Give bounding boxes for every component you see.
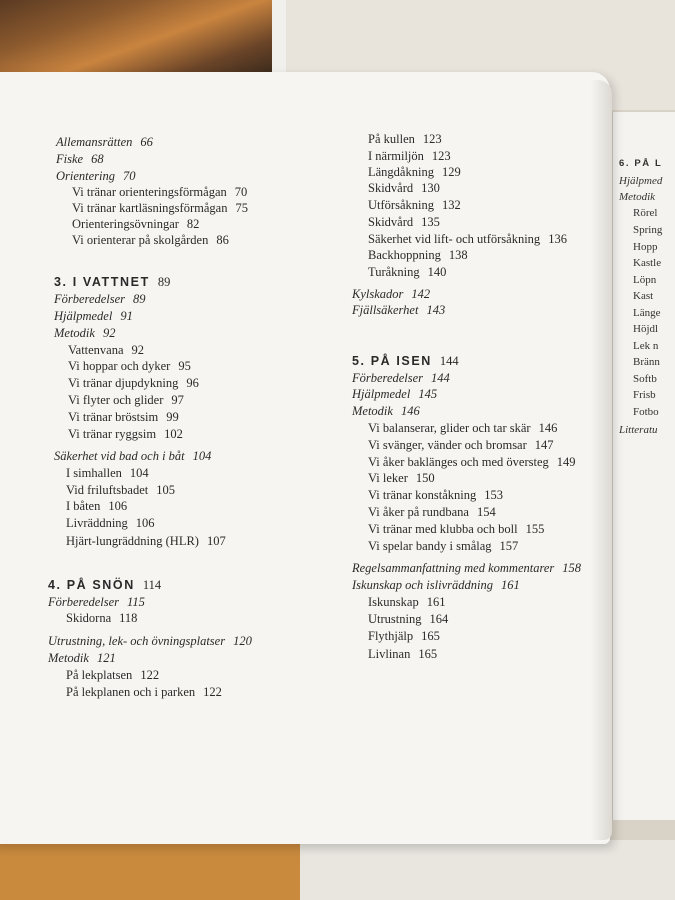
toc-entry-page: 92	[131, 343, 145, 357]
toc-entry	[54, 449, 211, 464]
toc-entry-title: 5. PÅ ISEN	[352, 354, 432, 368]
toc-entry	[368, 149, 451, 164]
toc-entry-page: 75	[235, 201, 248, 215]
toc-entry-page: 121	[96, 651, 116, 665]
next-page-fragment: Kastle	[633, 257, 662, 269]
toc-entry-page: 129	[441, 165, 461, 179]
toc-entry-title: Vi flyter och glider	[68, 393, 164, 407]
toc-entry-title: Turåkning	[368, 265, 420, 279]
toc-entry	[72, 185, 247, 200]
next-page-fragment: Metodik	[619, 191, 656, 203]
toc-entry-title: Vi tränar djupdykning	[68, 376, 179, 390]
toc-entry	[66, 534, 226, 549]
toc-entry-title: Kylskador	[352, 287, 404, 301]
toc-entry-title: Vid friluftsbadet	[66, 483, 149, 497]
toc-entry	[48, 651, 116, 666]
toc-entry-title: På kullen	[368, 132, 415, 146]
toc-entry-page: 146	[538, 421, 558, 435]
toc-entry-page: 149	[556, 455, 576, 469]
toc-entry-page: 106	[108, 499, 128, 513]
toc-entry-page: 92	[102, 326, 116, 340]
toc-entry-title: På lekplatsen	[66, 668, 133, 682]
toc-entry-page: 97	[171, 393, 184, 407]
toc-entry	[352, 287, 430, 302]
toc-entry-page: 68	[91, 152, 104, 166]
toc-entry	[56, 169, 136, 184]
toc-entry-title: Hjälpmedel	[54, 309, 113, 323]
toc-entry-title: 4. PÅ SNÖN	[48, 578, 135, 592]
toc-entry-title: Metodik	[54, 326, 95, 340]
toc-entry	[368, 595, 445, 610]
toc-entry-page: 104	[192, 449, 212, 463]
toc-entry	[68, 427, 183, 442]
toc-entry	[368, 232, 567, 247]
toc-entry-page: 82	[186, 217, 200, 231]
next-page	[612, 112, 675, 820]
toc-entry-page: 114	[142, 578, 162, 592]
toc-entry-title: På lekplanen och i parken	[66, 685, 196, 699]
toc-entry-title: Vi tränar konståkning	[368, 488, 477, 502]
toc-entry-page: 118	[119, 611, 138, 625]
toc-entry	[352, 404, 420, 419]
toc-entry-page: 66	[140, 135, 153, 149]
toc-entry	[56, 152, 104, 167]
toc-entry	[368, 612, 448, 627]
toc-entry-title: Förberedelser	[352, 371, 424, 385]
toc-entry-page: 95	[178, 359, 191, 373]
toc-entry	[368, 647, 437, 662]
next-page-fragment: Lek n	[633, 340, 659, 352]
toc-entry-page: 136	[548, 232, 567, 246]
toc-entry	[368, 132, 442, 147]
toc-entry-page: 123	[422, 132, 442, 146]
toc-entry-title: Vi leker	[368, 471, 408, 485]
toc-entry	[368, 165, 461, 180]
next-page-fragment: Softb	[633, 373, 657, 385]
toc-entry-page: 161	[426, 595, 446, 609]
toc-entry-title: Regelsammanfattning med kommentarer	[352, 561, 555, 575]
next-page-fragment: Litteratu	[619, 424, 658, 436]
next-page-fragment: Spring	[633, 224, 663, 236]
toc-entry-page: 89	[133, 292, 146, 306]
toc-entry	[368, 539, 518, 554]
toc-entry	[368, 181, 440, 196]
toc-entry-page: 115	[127, 595, 145, 609]
toc-entry-title: Vi åker på rundbana	[368, 505, 469, 519]
toc-entry	[68, 359, 191, 374]
toc-entry-title: Fjällsäkerhet	[352, 303, 419, 317]
toc-entry-title: Vi orienterar på skolgården	[72, 233, 209, 247]
toc-entry	[368, 265, 446, 280]
toc-entry-title: Vi tränar bröstsim	[68, 410, 159, 424]
toc-entry-page: 144	[431, 371, 450, 385]
toc-entry	[54, 292, 146, 307]
background-photo	[0, 0, 280, 72]
toc-entry-page: 122	[140, 668, 160, 682]
toc-entry-title: Säkerhet vid lift- och utförsåkning	[368, 232, 541, 246]
toc-entry	[368, 455, 576, 470]
toc-entry	[54, 326, 115, 341]
toc-entry	[352, 578, 520, 593]
toc-entry-title: Säkerhet vid bad och i båt	[54, 449, 185, 463]
next-page-fragment: Hopp	[633, 241, 658, 253]
toc-entry	[48, 595, 145, 610]
toc-entry-page: 140	[427, 265, 447, 279]
toc-entry-page: 164	[429, 612, 449, 626]
toc-entry-page: 165	[418, 647, 438, 661]
toc-entry	[68, 410, 179, 425]
toc-entry-title: Hjälpmedel	[352, 387, 411, 401]
toc-entry-title: I simhallen	[66, 466, 122, 480]
toc-entry-title: Skidvård	[368, 181, 414, 195]
toc-entry	[368, 629, 440, 644]
toc-entry-page: 89	[157, 275, 171, 289]
toc-entry-page: 145	[418, 387, 438, 401]
toc-entry-title: Orienteringsövningar	[72, 217, 179, 231]
toc-entry	[72, 201, 248, 216]
toc-entry-page: 153	[484, 488, 504, 502]
toc-entry-title: Vi tränar med klubba och boll	[368, 522, 518, 536]
toc-entry	[66, 611, 137, 626]
toc-entry-page: 99	[166, 410, 179, 424]
toc-entry-title: Vi hoppar och dyker	[68, 359, 171, 373]
toc-entry-title: Vi tränar kartläsningsförmågan	[72, 201, 228, 215]
toc-entry-title: 3. I VATTNET	[54, 275, 150, 289]
toc-entry-title: Iskunskap och islivräddning	[352, 578, 493, 592]
toc-entry	[352, 387, 437, 402]
toc-entry-title: Vi balanserar, glider och tar skär	[368, 421, 531, 435]
toc-entry-page: 142	[411, 287, 431, 301]
toc-entry	[66, 668, 159, 683]
toc-entry-title: Längdåkning	[368, 165, 434, 179]
toc-entry	[54, 275, 170, 290]
toc-entry	[368, 198, 461, 213]
toc-entry-page: 146	[400, 404, 420, 418]
page-edge	[590, 80, 612, 840]
toc-entry	[66, 466, 149, 481]
toc-entry-title: Vi svänger, vänder och bromsar	[368, 438, 527, 452]
toc-entry-page: 144	[439, 354, 459, 368]
next-page-fragment: 6. PÅ L	[619, 158, 663, 169]
toc-entry-title: Metodik	[352, 404, 393, 418]
toc-entry-page: 106	[135, 516, 155, 530]
background-surface	[300, 840, 675, 900]
toc-entry	[72, 233, 229, 248]
toc-entry	[352, 561, 581, 576]
toc-entry-page: 132	[441, 198, 461, 212]
toc-entry-page: 70	[234, 185, 248, 199]
toc-entry-page: 135	[421, 215, 440, 229]
toc-entry-title: I närmiljön	[368, 149, 424, 163]
next-page-fragment: Höjdl	[633, 323, 659, 335]
next-page-fragment: Fotbo	[633, 406, 659, 418]
toc-entry	[68, 376, 199, 391]
toc-entry	[68, 393, 184, 408]
toc-entry	[66, 499, 127, 514]
next-page-fragment: Löpn	[633, 274, 657, 286]
toc-entry	[66, 483, 175, 498]
toc-entry-title: Livräddning	[66, 516, 128, 530]
next-page-fragment: Rörel	[633, 207, 658, 219]
toc-entry	[368, 438, 554, 453]
toc-entry	[352, 303, 445, 318]
toc-entry-title: Iskunskap	[368, 595, 419, 609]
toc-entry-page: 143	[426, 303, 446, 317]
toc-entry-page: 157	[499, 539, 519, 553]
toc-entry-title: I båten	[66, 499, 101, 513]
toc-entry-title: Hjärt-lungräddning (HLR)	[66, 534, 199, 548]
toc-entry-title: Flythjälp	[368, 629, 414, 643]
toc-entry-page: 138	[448, 248, 468, 262]
toc-entry-title: Vi tränar orienteringsförmågan	[72, 185, 227, 199]
toc-entry-title: Utförsåkning	[368, 198, 434, 212]
toc-entry	[368, 248, 468, 263]
toc-entry-title: Vattenvana	[68, 343, 124, 357]
toc-entry-title: Livlinan	[368, 647, 411, 661]
toc-entry-title: Förberedelser	[54, 292, 126, 306]
toc-entry	[352, 354, 459, 369]
toc-entry-page: 147	[534, 438, 554, 452]
toc-entry-title: Utrustning, lek- och övningsplatser	[48, 634, 226, 648]
toc-entry-title: Metodik	[48, 651, 89, 665]
toc-entry-page: 130	[421, 181, 440, 195]
toc-entry-title: Förberedelser	[48, 595, 120, 609]
toc-entry-page: 165	[421, 629, 440, 643]
toc-entry-page: 123	[431, 149, 451, 163]
photo-border	[272, 0, 286, 72]
toc-entry	[48, 578, 161, 593]
toc-entry	[368, 522, 544, 537]
toc-entry-page: 91	[120, 309, 133, 323]
toc-entry	[56, 135, 153, 150]
toc-entry	[368, 215, 440, 230]
toc-entry	[352, 371, 450, 386]
toc-entry-title: Vi spelar bandy i smålag	[368, 539, 492, 553]
toc-entry-page: 105	[156, 483, 175, 497]
toc-entry-title: Utrustning	[368, 612, 422, 626]
toc-entry-title: Allemansrätten	[56, 135, 133, 149]
toc-entry	[368, 471, 435, 486]
toc-entry-title: Backhoppning	[368, 248, 441, 262]
toc-entry	[72, 217, 199, 232]
toc-entry	[68, 343, 144, 358]
toc-entry-page: 158	[562, 561, 582, 575]
toc-entry-title: Orientering	[56, 169, 116, 183]
toc-entry-title: Vi åker baklänges och med översteg	[368, 455, 549, 469]
toc-entry-page: 70	[123, 169, 136, 183]
toc-entry-title: Fiske	[56, 152, 84, 166]
toc-entry-page: 102	[164, 427, 183, 441]
toc-entry-page: 122	[203, 685, 222, 699]
toc-entry-page: 107	[206, 534, 226, 548]
toc-entry-page: 96	[186, 376, 199, 390]
toc-entry	[368, 505, 496, 520]
toc-entry-title: Skidorna	[66, 611, 112, 625]
toc-entry	[368, 421, 557, 436]
toc-entry	[368, 488, 503, 503]
toc-entry-page: 154	[476, 505, 496, 519]
wooden-floor	[0, 840, 300, 900]
toc-entry	[48, 634, 252, 649]
toc-entry-title: Vi tränar ryggsim	[68, 427, 157, 441]
toc-entry-title: Skidvård	[368, 215, 414, 229]
toc-entry-page: 155	[525, 522, 545, 536]
next-page-fragment: Kast	[633, 290, 654, 302]
next-page-fragment: Länge	[633, 307, 661, 319]
next-page-fragment: Bränn	[633, 356, 660, 368]
next-page-fragment: Hjälpmed	[619, 175, 663, 187]
toc-entry-page: 86	[216, 233, 229, 247]
next-page-fragment: Frisb	[633, 389, 656, 401]
toc-entry	[54, 309, 133, 324]
toc-entry-page: 104	[129, 466, 149, 480]
toc-entry	[66, 516, 155, 531]
toc-entry-page: 161	[500, 578, 520, 592]
toc-entry-page: 150	[415, 471, 435, 485]
toc-entry	[66, 685, 222, 700]
toc-entry-page: 120	[233, 634, 252, 648]
